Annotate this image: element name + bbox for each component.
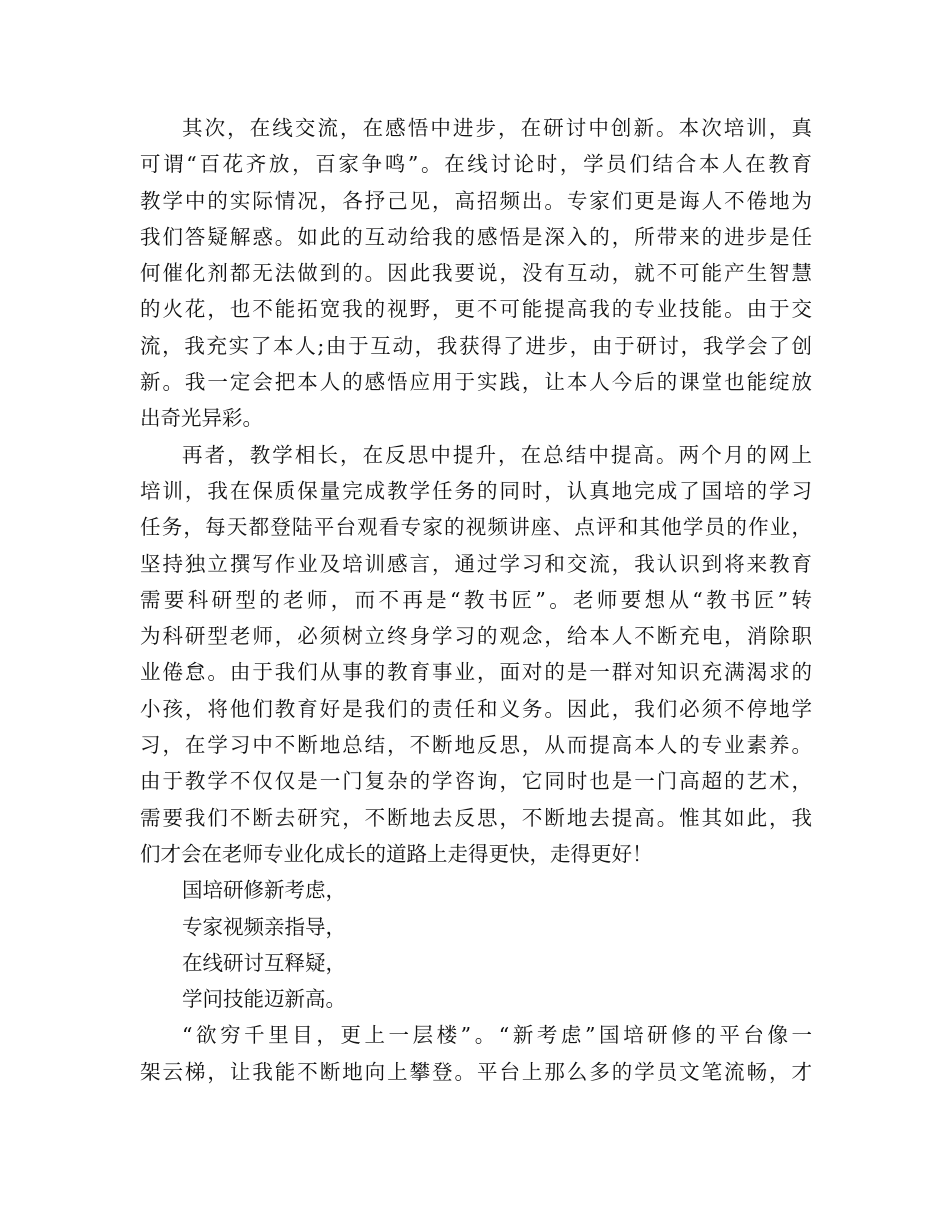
text-line: 的火花，也不能拓宽我的视野，更不可能提高我的专业技能。由于交 <box>140 297 812 322</box>
text-line: 何催化剂都无法做到的。因此我要说，没有互动，就不可能产生智慧 <box>140 261 812 286</box>
poem-line: 专家视频亲指导， <box>182 914 346 939</box>
text-line: 任务，每天都登陆平台观看专家的视频讲座、点评和其他学员的作业， <box>140 515 812 540</box>
text-line: 流，我充实了本人;由于互动，我获得了进步，由于研讨，我学会了创 <box>140 333 812 358</box>
text-line: 出奇光异彩。 <box>140 406 263 431</box>
text-line: 业倦怠。由于我们从事的教育事业，面对的是一群对知识充满渴求的 <box>140 660 812 685</box>
text-line: 习，在学习中不断地总结，不断地反思，从而提高本人的专业素养。 <box>140 733 812 758</box>
poem-line: 在线研讨互释疑， <box>182 950 346 975</box>
text-line: 们才会在老师专业化成长的道路上走得更快，走得更好！ <box>140 841 653 866</box>
text-line: 培训，我在保质保量完成教学任务的同时，认真地完成了国培的学习 <box>140 478 812 503</box>
poem-line: 国培研修新考虑， <box>182 878 346 903</box>
text-line: 我们答疑解惑。如此的互动给我的感悟是深入的，所带来的进步是任 <box>140 224 812 249</box>
text-line: “欲穷千里目，更上一层楼”。“新考虑”国培研修的平台像一 <box>182 1023 812 1048</box>
text-line: 小孩，将他们教育好是我们的责任和义务。因此，我们必须不停地学 <box>140 696 812 721</box>
text-line: 其次，在线交流，在感悟中进步，在研讨中创新。本次培训，真 <box>182 116 812 140</box>
text-line: 由于教学不仅仅是一门复杂的学咨询，它同时也是一门高超的艺术， <box>140 769 812 794</box>
poem-line: 学问技能迈新高。 <box>182 987 346 1012</box>
text-line: 需要科研型的老师，而不再是“教书匠”。老师要想从“教书匠”转 <box>140 587 812 612</box>
text-line: 坚持独立撰写作业及培训感言，通过学习和交流，我认识到将来教育 <box>140 551 812 576</box>
text-line: 架云梯，让我能不断地向上攀登。平台上那么多的学员文笔流畅，才 <box>140 1059 812 1084</box>
document-body <box>140 110 812 1090</box>
text-line: 新。我一定会把本人的感悟应用于实践，让本人今后的课堂也能绽放 <box>140 370 812 395</box>
text-line: 需要我们不断去研究，不断地去反思，不断地去提高。惟其如此，我 <box>140 805 812 830</box>
text-line: 教学中的实际情况，各抒己见，高招频出。专家们更是诲人不倦地为 <box>140 188 812 213</box>
text-line: 可谓“百花齐放，百家争鸣”。在线讨论时，学员们结合本人在教育 <box>140 152 812 177</box>
text-line: 再者，教学相长，在反思中提升，在总结中提高。两个月的网上 <box>182 442 812 467</box>
text-line: 为科研型老师，必须树立终身学习的观念，给本人不断充电，消除职 <box>140 624 812 649</box>
